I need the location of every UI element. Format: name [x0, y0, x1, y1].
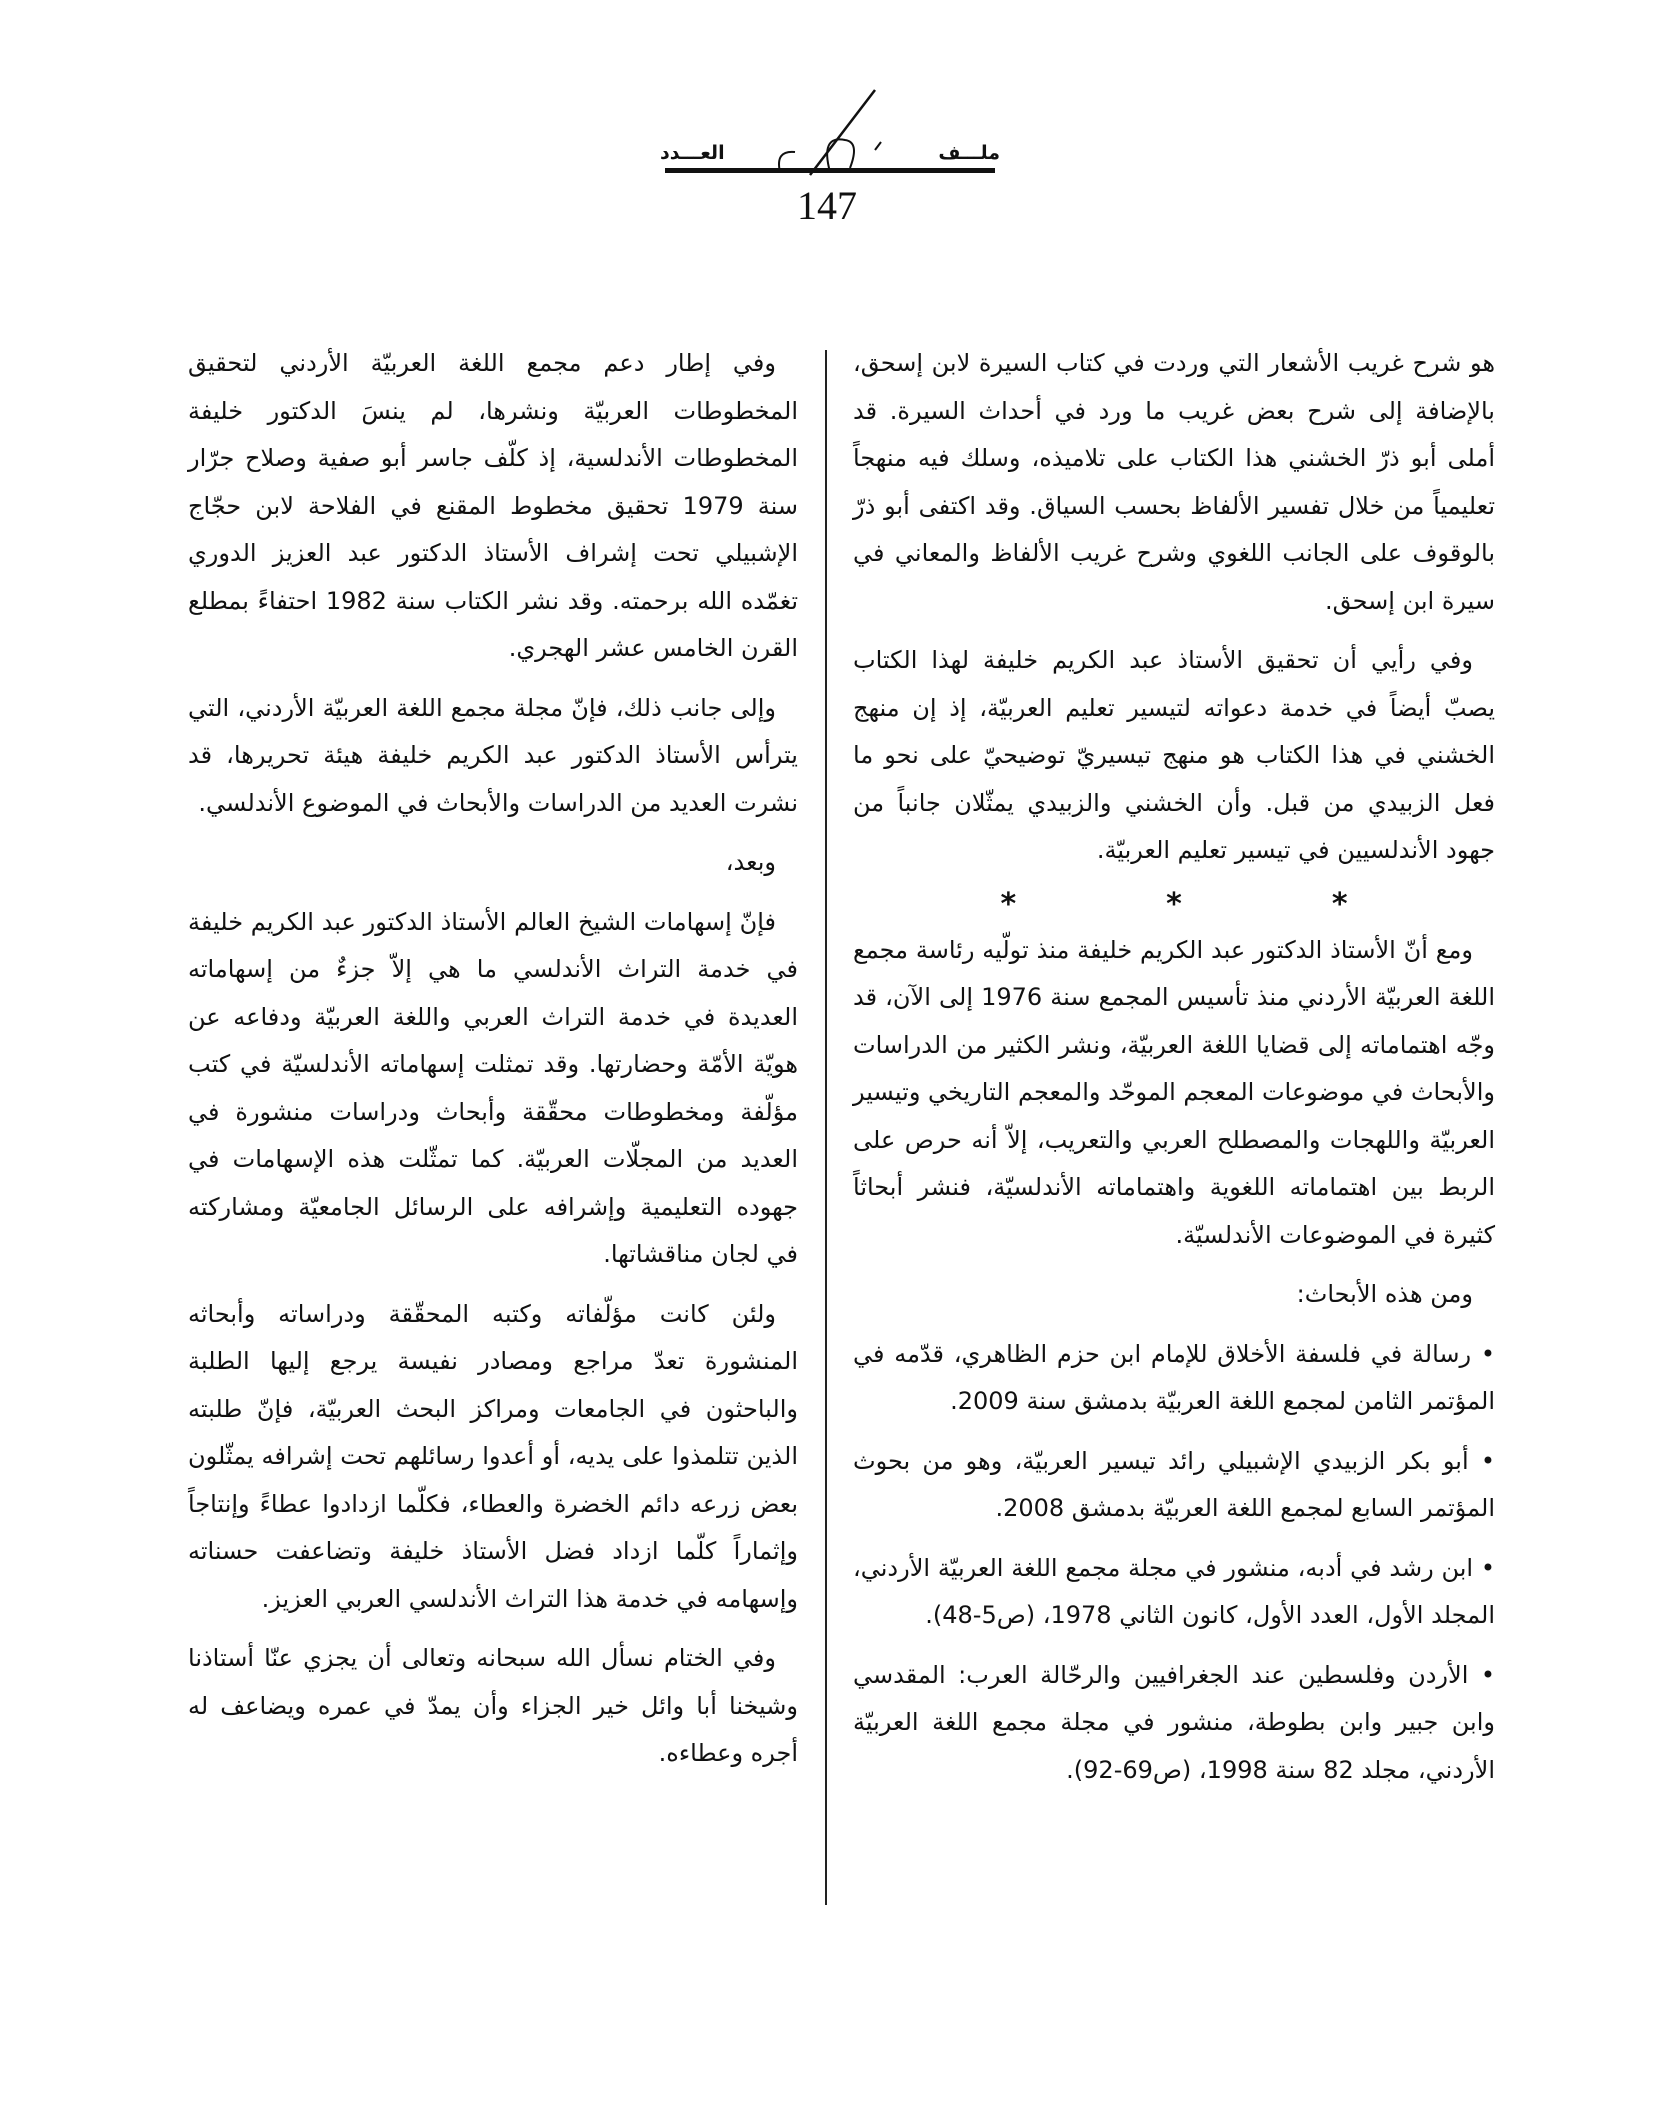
section-separator: [853, 881, 1495, 921]
paragraph: فإنّ إسهامات الشيخ العالم الأستاذ الدكتور عبد الكريم خليفة في خدمة التراث الأندلسي ما هي إلاّ جزءٌ من إسهاماته العديدة في خدمة التراث العربي واللغة العربيّة ودفاعه عن هويّة الأمّة وحضارتها. وقد تمثلت إسهاماته الأندلسيّة في كتب مؤلّفة ومخطوطات محقّقة وأبحاث ودراسات منشورة في العديد من المجلّات العربيّة. كما تمثّلت هذه الإسهامات في جهوده التعليمية وإشرافه على الرسائل الجامعيّة ومشاركته في لجان مناقشاتها.: [188, 907, 798, 1268]
paragraph: وفي الختام نسأل الله سبحانه وتعالى أن يجزي عنّا أستاذنا وشيخنا أبا وائل خير الجزاء وأن يمدّ في عمره ويضاعف له أجره وعطاءه.: [188, 1644, 798, 1767]
header-rule: [665, 168, 995, 173]
section-title-right: ملـــف: [938, 142, 1000, 164]
section-title-left: العـــدد: [660, 142, 725, 164]
bullet-item: • الأردن وفلسطين عند الجغرافيين والرحّالة العرب: المقدسي وابن جبير وابن بطوطة، منشور في مجلة مجمع اللغة العربيّة الأردني، مجلد 82 سنة 1998، (ص69-92).: [853, 1660, 1495, 1784]
bullet-item: • أبو بكر الزبيدي الإشبيلي رائد تيسير العربيّة، وهو من بحوث المؤتمر السابع لمجمع اللغة العربيّة بدمشق 2008.: [853, 1446, 1495, 1522]
bullet-item: • رسالة في فلسفة الأخلاق للإمام ابن حزم الظاهري، قدّمه في المؤتمر الثامن لمجمع اللغة العربيّة بدمشق سنة 2009.: [853, 1339, 1495, 1415]
paragraph: وبعد،: [725, 848, 776, 876]
asterisk: *: [1331, 886, 1348, 922]
paragraph: وفي رأيي أن تحقيق الأستاذ عبد الكريم خليفة لهذا الكتاب يصبّ أيضاً في خدمة دعواته لتيسير تعليم العربيّة، إذ إن منهج الخشني في هذا الكتاب هو منهج تيسيريّ توضيحيّ على نحو ما فعل الزبيدي من قبل. وأن الخشني والزبيدي يمثّلان جانباً من جهود الأندلسيين في تيسير تعليم العربيّة.: [853, 646, 1495, 864]
asterisk: *: [1000, 886, 1017, 922]
asterisk: *: [1166, 886, 1182, 922]
page-header: [0, 0, 1654, 240]
section-title: [660, 130, 1000, 164]
right-column: [853, 340, 1495, 1806]
paragraph: هو شرح غريب الأشعار التي وردت في كتاب السيرة لابن إسحق، بالإضافة إلى شرح بعض غريب ما ورد في أحداث السيرة. قد أملى أبو ذرّ الخشني هذا الكتاب على تلاميذه، وسلك فيه منهجاً تعليمياً من خلال تفسير الألفاظ بحسب السياق. وقد اكتفى أبو ذرّ بالوقوف على الجانب اللغوي وشرح غريب الألفاظ والمعاني في سيرة ابن إسحق.: [853, 349, 1495, 615]
paragraph: ومع أنّ الأستاذ الدكتور عبد الكريم خليفة منذ تولّيه رئاسة مجمع اللغة العربيّة الأردني منذ تأسيس المجمع سنة 1976 إلى الآن، قد وجّه اهتماماته إلى قضايا اللغة العربيّة، ونشر الكثير من الدراسات والأبحاث في موضوعات المعجم الموحّد والمعجم التاريخي وتيسير العربيّة واللهجات والمصطلح العربي والتعريب، إلاّ أنه حرص على الربط بين اهتماماته اللغوية واهتماماته الأندلسيّة، فنشر أبحاثاً كثيرة في الموضوعات الأندلسيّة.: [853, 935, 1496, 1249]
paragraph: ومن هذه الأبحاث:: [1296, 1280, 1473, 1308]
page-number: 147: [797, 183, 857, 228]
column-divider: [825, 350, 827, 1905]
left-column: [188, 340, 798, 1790]
bullet-item: • ابن رشد في أدبه، منشور في مجلة مجمع اللغة العربيّة الأردني، المجلد الأول، العدد الأول، كانون الثاني 1978، (ص5-48).: [853, 1553, 1495, 1629]
paragraph: وإلى جانب ذلك، فإنّ مجلة مجمع اللغة العربيّة الأردني، التي يترأس الأستاذ الدكتور عبد الكريم خليفة هيئة تحريرها، قد نشرت العديد من الدراسات والأبحاث في الموضوع الأندلسي.: [188, 693, 798, 817]
paragraph: وفي إطار دعم مجمع اللغة العربيّة الأردني لتحقيق المخطوطات العربيّة ونشرها، لم ينسَ الدكتور خليفة المخطوطات الأندلسية، إذ كلّف جاسر أبو صفية وصلاح جرّار سنة 1979 تحقيق مخطوط المقنع في الفلاحة لابن حجّاج الإشبيلي تحت إشراف الأستاذ الدكتور عبد العزيز الدوري تغمّده الله برحمته. وقد نشر الكتاب سنة 1982 احتفاءً بمطلع القرن الخامس عشر الهجري.: [188, 349, 799, 662]
paragraph: ولئن كانت مؤلّفاته وكتبه المحقّقة ودراساته وأبحاثه المنشورة تعدّ مراجع ومصادر نفيسة يرجع إليها الطلبة والباحثون في الجامعات ومراكز البحث العربيّة، فإنّ طلبته الذين تتلمذوا على يديه، أو أعدوا رسائلهم تحت إشرافه يمثّلون بعض زرعه دائم الخضرة والعطاء، فكلّما ازدادوا عطاءً وإنتاجاً وإثماراً كلّما ازداد فضل الأستاذ خليفة وتضاعفت حسناته وإسهامه في خدمة هذا التراث الأندلسي العربي العزيز.: [188, 1299, 798, 1613]
